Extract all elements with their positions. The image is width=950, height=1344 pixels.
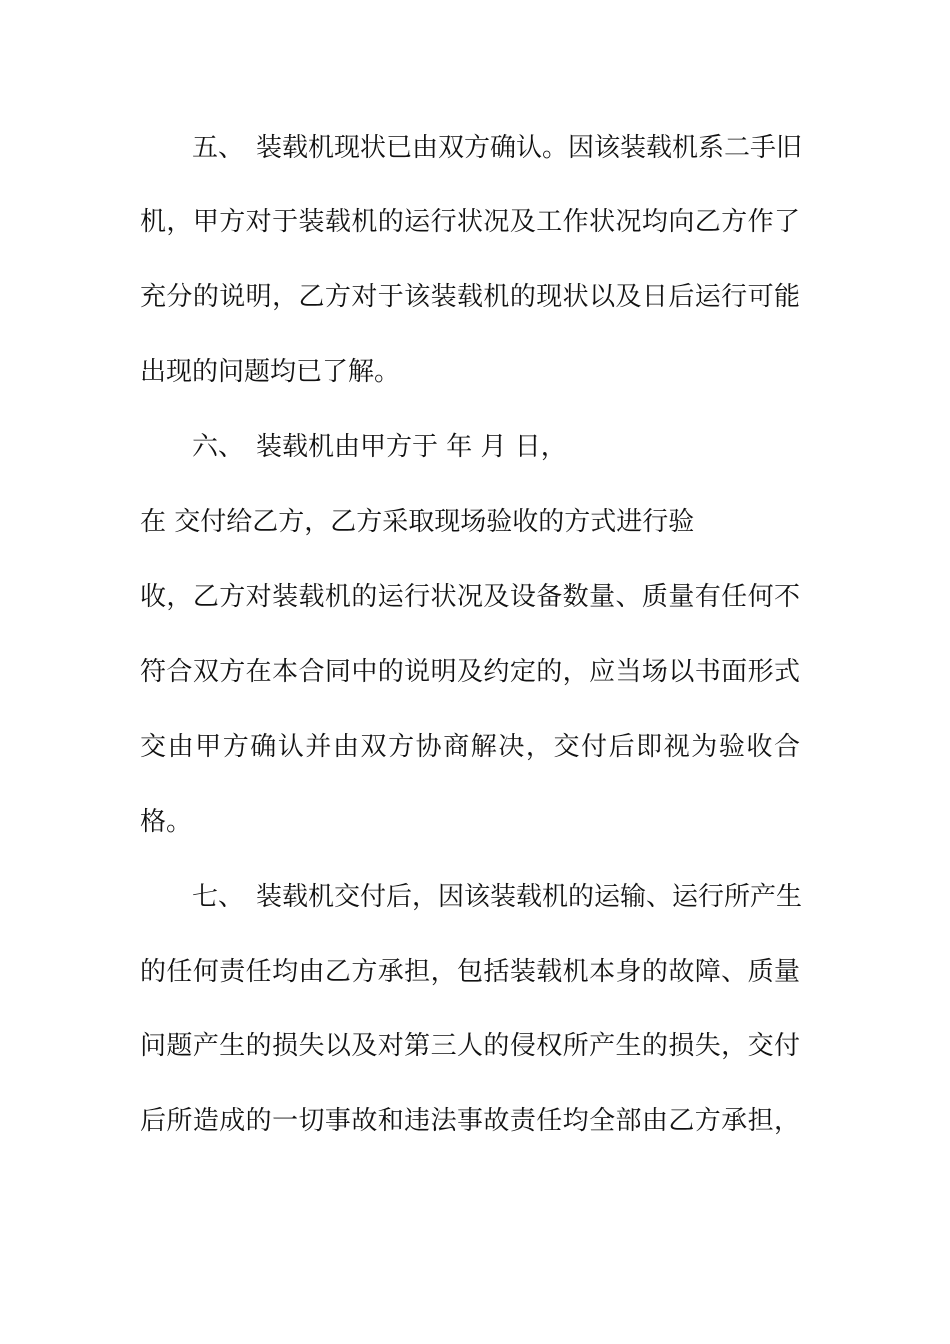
clause-6-line-5: 交由甲方确认并由双方协商解决，交付后即视为验收合 [140,732,800,762]
clause-6-line-3: 收，乙方对装载机的运行状况及设备数量、质量有任何不 [140,582,800,612]
clause-number: 七、 [192,882,245,912]
clause-number: 五、 [192,133,245,163]
clause-number: 六、 [192,432,245,462]
clause-7-line-4: 后所造成的一切事故和违法事故责任均全部由乙方承担， [140,1106,800,1136]
clause-6-line-6: 格。 [140,807,193,837]
clause-5-line-4: 出现的问题均已了解。 [140,357,401,387]
clause-7-line-1 [192,882,803,912]
clause-5-line-3: 充分的说明，乙方对于该装载机的现状以及日后运行可能 [140,282,800,312]
clause-6-line-4: 符合双方在本合同中的说明及约定的，应当场以书面形式 [140,657,800,687]
clause-6-line-1 [192,432,792,462]
clause-text: 装载机由甲方于 年 月 日， [256,432,567,462]
clause-6-line-2: 在 交付给乙方，乙方采取现场验收的方式进行验 [140,507,695,537]
clause-5-line-1 [192,133,803,163]
clause-7-line-2: 的任何责任均由乙方承担，包括装载机本身的故障、质量 [140,957,800,987]
clause-text: 装载机交付后，因该装载机的运输、运行所产生 [256,882,803,912]
clause-7-line-3: 问题产生的损失以及对第三人的侵权所产生的损失，交付 [140,1031,800,1061]
clause-text: 装载机现状已由双方确认。因该装载机系二手旧 [256,133,803,163]
clause-5-line-2: 机，甲方对于装载机的运行状况及工作状况均向乙方作了 [140,207,800,237]
